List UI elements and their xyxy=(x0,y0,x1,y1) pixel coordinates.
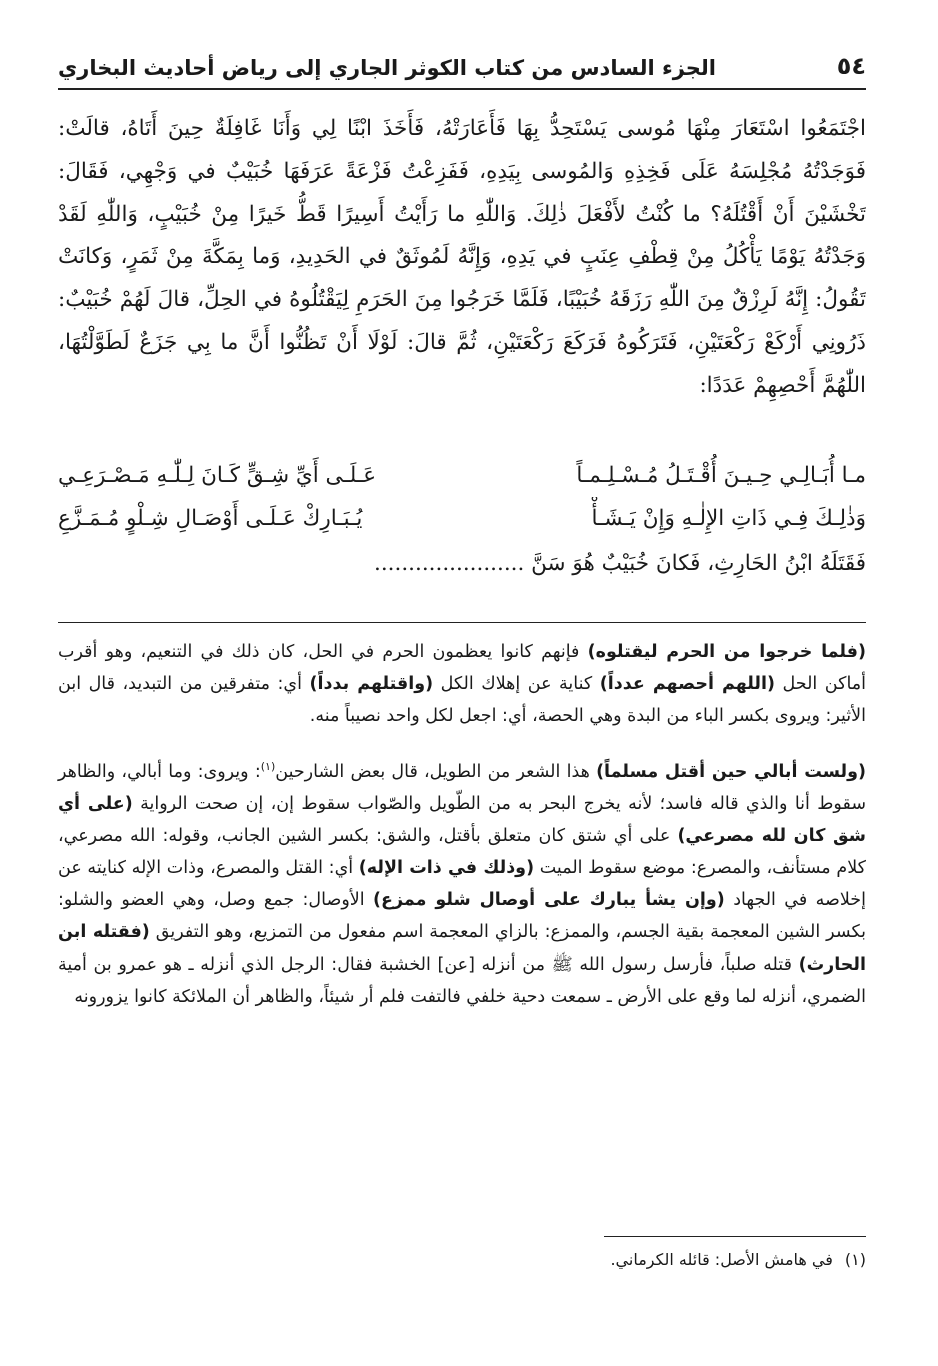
lemma: (فقتله ابن الحارث) xyxy=(58,922,866,975)
poem-verse xyxy=(58,454,866,497)
commentary-text: على أي شتق كان متعلق بأقتل، والشق: بكسر الشين الجانب، وقوله: الله مصرعي، كلام مستأنف، والمصرع: موضع سقوط الميت xyxy=(58,825,866,879)
verse-first-hemistich: وَذٰلِـكَ فِـي ذَاتِ الإِلٰـهِ وَإِنْ يَـشَـأْ xyxy=(591,506,866,531)
verse-first-hemistich: مـا أُبَـالِـي حِـيـنَ أُقْـتَـلُ مُـسْـلِـمـاً xyxy=(576,463,866,488)
page-header xyxy=(58,48,866,90)
hadith-closing-line: فَقَتَلَهُ ابْنُ الحَارِثِ، فَكانَ خُبَيْبٌ هُوَ سَنَّ ...................... xyxy=(373,551,866,576)
verse-second-hemistich: عَـلَـى أَيِّ شِـقٍّ كَـانَ لِـلّٰـهِ مَـصْـرَعِـي xyxy=(58,463,377,488)
commentary-text: فإنهم كانوا يعظمون الحرم في الحل، كان ذلك في التنعيم، وهو أقرب أماكن الحل xyxy=(58,642,867,695)
poem-verse xyxy=(58,497,866,540)
commentary xyxy=(58,636,866,1013)
lemma: (وذلك في ذات الإله) xyxy=(358,858,535,879)
commentary-paragraph xyxy=(58,751,866,1013)
footnote-number: (١) xyxy=(844,1250,866,1269)
section-divider xyxy=(58,622,866,623)
footnote xyxy=(610,1246,866,1274)
commentary-text: كناية عن إهلاك الكل xyxy=(433,674,600,695)
lemma: (على أي شق كان لله مصرعي) xyxy=(58,793,867,846)
commentary-text: الأوصال: جمع وصل، وهي العضو والشلو: بكسر الشين المعجمة بقية الجسم، والممزع: بالزاي المعجمة اسم مفعول من التمزيع، وهو التفريق xyxy=(58,890,866,943)
running-title: الجزء السادس من كتاب الكوثر الجاري إلى رياض أحاديث البخاري xyxy=(58,56,716,80)
lemma: (اللهم أحصهم عدداً) xyxy=(599,674,776,695)
commentary-text: أي: متفرقين من التبديد، قال ابن الأثير: ويروى بكسر الباء من البدة وهي الحصة، أي: اجعل لكل واحد نصيباً منه. xyxy=(58,674,866,727)
hadith-text: اجْتَمَعُوا اسْتَعَارَ مِنْهَا مُوسى يَسْتَحِدُّ بِهَا فَأَعَارَتْهُ، فَأَخَذَ ابْنًا لِي وَأَنَا غَافِلَةٌ حِينَ أَتَاهُ، قالَتْ: فَوَجَدْتُهُ مُجْلِسَهُ عَلَى فَخِذِهِ وَالمُوسى بِيَدِهِ، فَفَزِعْتُ فَزْعَةً عَرَفَهَا خُبَيْبٌ في وَجْهِي، فَقَالَ: تَخْشَيْنَ أَنْ أَقْتُلَهُ؟ ما كُنْتُ لأَفْعَلَ ذٰلِكَ. وَاللّٰهِ ما رَأَيْتُ أَسِيرًا قَطُّ خَيرًا مِنْ خُبَيْبٍ، وَاللّٰهِ لَقَدْ وَجَدْتُهُ يَوْمًا يَأْكُلُ مِنْ قِطْفِ عِنَبٍ في يَدِهِ، وَإِنَّهُ لَمُوثَقٌ في الحَدِيدِ، وَما بِمَكَّةَ مِنْ ثَمَرٍ، وَكانَتْ تَقُولُ: إِنَّهُ لَرِزْقٌ مِنَ اللّٰهِ رَزَقَهُ خُبَيْبًا، فَلَمَّا خَرَجُوا مِنَ الحَرَمِ لِيَقْتُلُوهُ في الحِلِّ، قالَ لَهُمْ خُبَيْبٌ: ذَرُونِي أَرْكَعْ رَكْعَتَيْنِ، فَتَرَكُوهُ فَرَكَعَ رَكْعَتَيْنِ، ثُمَّ قالَ: لَوْلَا أَنْ تَظُنُّوا أَنَّ ما بِي جَزَعٌ لَطَوَّلْتُهَا، اللّٰهُمَّ أَحْصِهِمْ عَدَدًا: xyxy=(58,116,866,398)
book-page xyxy=(58,48,867,1269)
lemma: (فلما خرجوا من الحرم ليقتلوه) xyxy=(587,642,867,662)
footnote-reference[interactable]: (١) xyxy=(260,759,276,773)
page-number: ٥٤ xyxy=(836,52,866,80)
commentary-paragraph xyxy=(58,636,866,733)
verse-second-hemistich: يُـبَـارِكْ عَـلَـى أَوْصَـالِ شِـلْوٍ مُـمَـزَّعِ xyxy=(58,506,363,531)
commentary-text: : ويروى: وما أبالي، والظاهر سقوط أنا والذي قاله فاسد؛ لأنه يخرج البحر به من الطّويل والصّواب سقوط إن، إن صحت الرواية xyxy=(58,761,866,814)
lemma: (وإن يشأ يبارك على أوصال شلو ممزع) xyxy=(373,890,725,911)
commentary-text: هذا الشعر من الطويل، قال بعض الشارحين xyxy=(275,761,597,782)
commentary-text: قتله صلباً، فأرسل رسول الله ﷺ من أنزله [عن] الخشبة فقال: الرجل الذي أنزله ـ هو عمرو بن أمية الضمري، أنزله لما وقع على الأرض ـ سمعت دحية خلفي فالتفت فلم أر شيئاً، والظاهر أن الملائكة كانوا يزورونه xyxy=(58,954,866,1007)
footnote-text: في هامش الأصل: قائله الكرماني. xyxy=(610,1250,833,1269)
poem xyxy=(58,454,866,540)
footnote-divider xyxy=(604,1236,866,1237)
lemma: (واقتلهم بدداً) xyxy=(309,674,434,695)
commentary-text: أي: القتل والمصرع، وذات الإله كنايته عن إخلاصه في الجهاد xyxy=(58,858,866,911)
lemma: (ولست أبالي حين أقتل مسلماً) xyxy=(596,761,866,782)
